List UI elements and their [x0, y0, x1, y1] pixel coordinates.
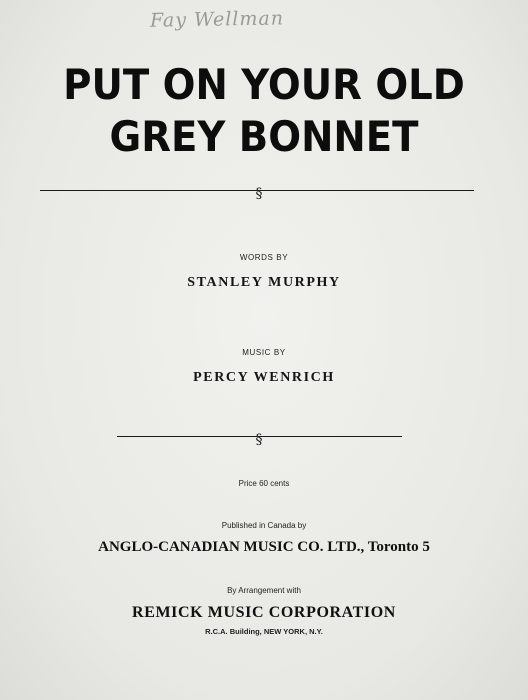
- company-address: R.C.A. Building, NEW YORK, N.Y.: [205, 627, 323, 636]
- bottom-ornament-icon: §: [255, 432, 263, 448]
- music-by-label: MUSIC BY: [242, 348, 286, 357]
- lyricist-name: STANLEY MURPHY: [187, 275, 341, 290]
- words-by-label: WORDS BY: [239, 253, 289, 262]
- handwritten-signature: Fay Wellman: [149, 7, 285, 32]
- arrangement-label: By Arrangement with: [227, 586, 301, 595]
- song-title-line-1: PUT ON YOUR OLD: [63, 60, 465, 109]
- arranging-company: REMICK MUSIC CORPORATION: [132, 604, 396, 621]
- published-by-label: Published in Canada by: [221, 521, 307, 530]
- composer-name: PERCY WENRICH: [193, 370, 335, 385]
- song-title-line-2: GREY BONNET: [109, 112, 419, 161]
- canadian-publisher: ANGLO-CANADIAN MUSIC CO. LTD., Toronto 5: [98, 539, 430, 555]
- price-text: Price 60 cents: [238, 479, 290, 488]
- top-ornament-icon: §: [255, 186, 263, 202]
